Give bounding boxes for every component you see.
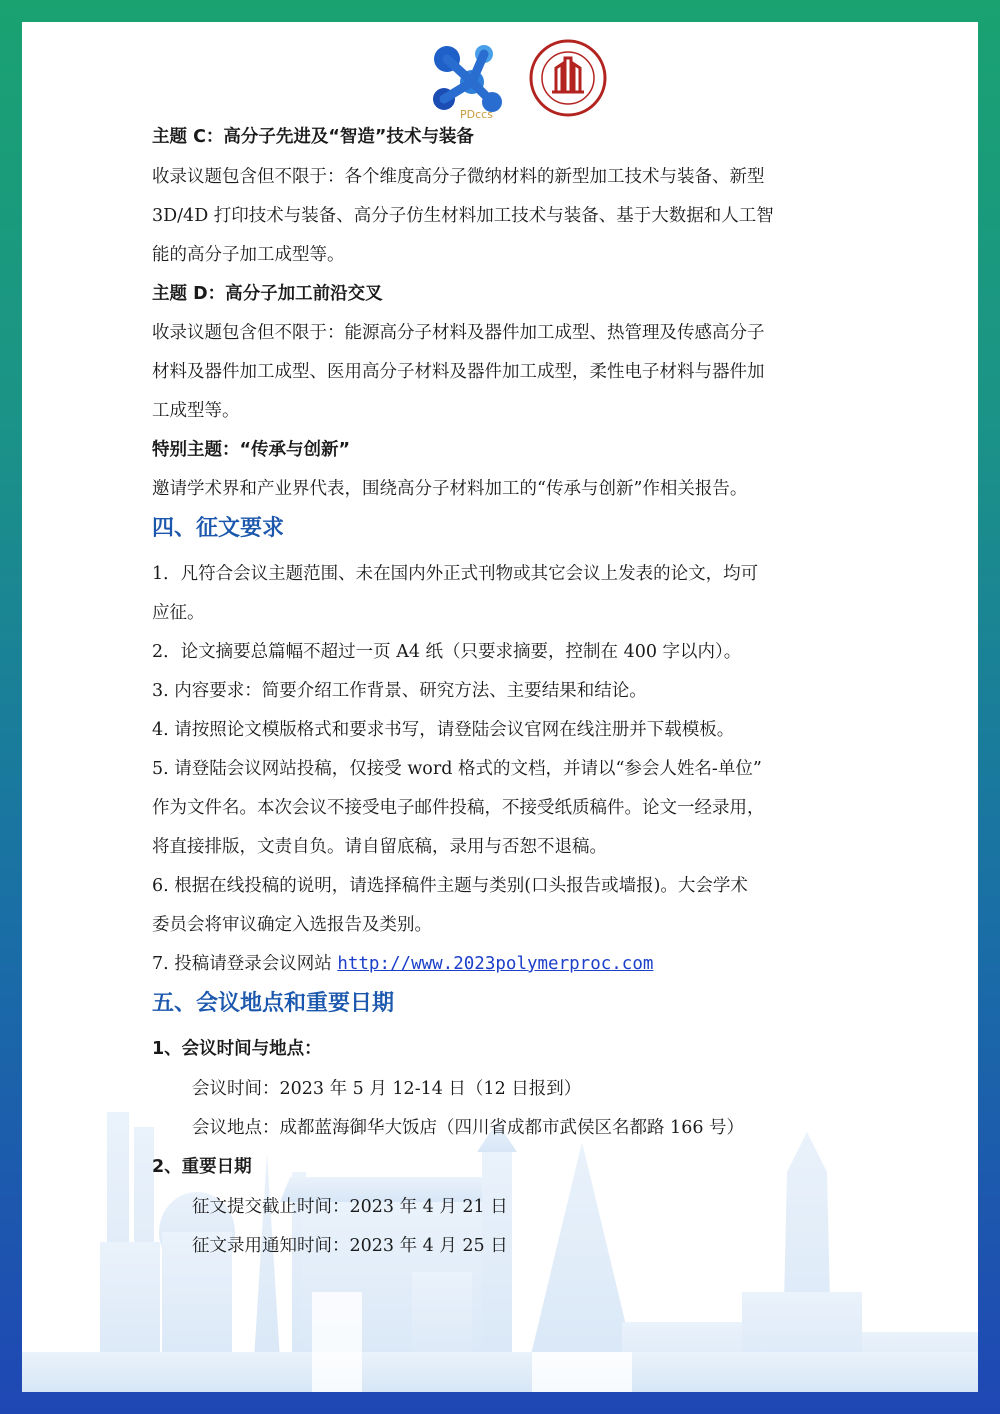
topic-d-body-line: 收录议题包含但不限于：能源高分子材料及器件加工成型、热管理及传感高分子 — [152, 323, 765, 343]
requirement-line: 作为文件名。本次会议不接受电子邮件投稿，不接受纸质稿件。论文一经录用， — [152, 798, 765, 818]
section-4-heading: 四、征文要求 — [152, 516, 285, 541]
requirement-line: 6. 根据在线投稿的说明，请选择稿件主题与类别(口头报告或墙报)。大会学术 — [152, 876, 748, 896]
topic-d-body-line: 材料及器件加工成型、医用高分子材料及器件加工成型，柔性电子材料与器件加 — [152, 362, 765, 382]
special-topic-body: 邀请学术界和产业界代表，围绕高分子材料加工的“传承与创新”作相关报告。 — [152, 479, 748, 499]
requirement-line: 5. 请登陆会议网站投稿，仅接受 word 格式的文档，并请以“参会人姓名-单位” — [152, 759, 762, 779]
conference-website-link[interactable]: http://www.2023polymerproc.com — [337, 954, 654, 974]
header-logos — [422, 34, 622, 124]
document-page — [22, 22, 978, 1392]
requirement-line: 4. 请按照论文模版格式和要求书写，请登陆会议官网在线注册并下载模板。 — [152, 720, 735, 740]
sichuan-university-seal — [531, 41, 605, 115]
special-topic-title: 特别主题：“传承与创新” — [152, 440, 351, 460]
topic-c-body-line: 3D/4D 打印技术与装备、高分子仿生材料加工技术与装备、基于大数据和人工智 — [152, 206, 774, 226]
meeting-time: 会议时间：2023 年 5 月 12-14 日（12 日报到） — [192, 1079, 582, 1099]
pdccs-logo — [433, 45, 502, 121]
pdccs-logo-text: PDccs — [460, 108, 493, 121]
requirement-line: 3. 内容要求：简要介绍工作背景、研究方法、主要结果和结论。 — [152, 681, 647, 701]
requirement-line: 委员会将审议确定入选报告及类别。 — [152, 915, 432, 935]
meeting-place: 会议地点：成都蓝海御华大饭店（四川省成都市武侯区名都路 166 号） — [192, 1118, 745, 1138]
requirement-item-7 — [152, 950, 653, 975]
acceptance-notice-date: 征文录用通知时间：2023 年 4 月 25 日 — [192, 1236, 508, 1256]
topic-d-body-line: 工成型等。 — [152, 401, 240, 421]
subheading-time-place: 1、会议时间与地点： — [152, 1039, 322, 1059]
topic-c-body-line: 能的高分子加工成型等。 — [152, 245, 345, 265]
requirement-item-7-text: 7. 投稿请登录会议网站 — [152, 954, 338, 974]
requirement-line: 将直接排版，文责自负。请自留底稿，录用与否恕不退稿。 — [152, 837, 607, 857]
topic-d-title: 主题 D：高分子加工前沿交叉 — [152, 284, 383, 304]
submission-deadline: 征文提交截止时间：2023 年 4 月 21 日 — [192, 1197, 508, 1217]
topic-c-title: 主题 C：高分子先进及“智造”技术与装备 — [152, 127, 474, 147]
requirement-line: 1．凡符合会议主题范围、未在国内外正式刊物或其它会议上发表的论文，均可 — [152, 564, 759, 584]
section-5-heading: 五、会议地点和重要日期 — [152, 991, 395, 1016]
requirement-line: 2．论文摘要总篇幅不超过一页 A4 纸（只要求摘要，控制在 400 字以内）。 — [152, 642, 742, 662]
requirement-line: 应征。 — [152, 603, 205, 623]
subheading-important-dates: 2、重要日期 — [152, 1157, 252, 1177]
topic-c-body-line: 收录议题包含但不限于：各个维度高分子微纳材料的新型加工技术与装备、新型 — [152, 167, 765, 187]
